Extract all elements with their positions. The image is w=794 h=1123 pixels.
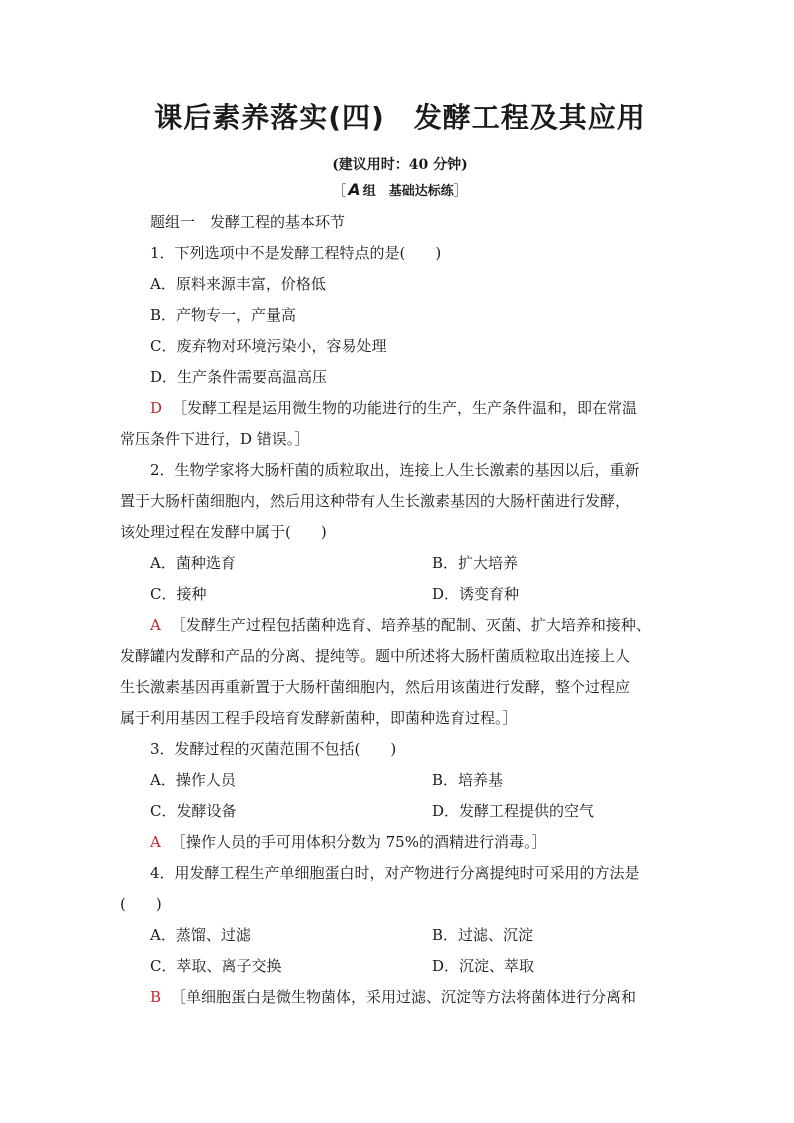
q2-option-c: C．接种 [150,585,207,603]
q4-explanation [120,982,680,1013]
q1-option-b: B．产物专一，产量高 [150,306,297,324]
q1-stem: 1．下列选项中不是发酵工程特点的是( ) [150,244,442,262]
q3-options-row-2 [120,796,680,827]
q4-option-c: C．萃取、离子交换 [150,957,282,975]
q3-option-c: C．发酵设备 [150,802,237,820]
q4-option-b: B．过滤、沉淀 [432,926,534,944]
q3-option-b: B．培养基 [432,771,504,789]
q1-explanation-line-2: 常压条件下进行，D 错误。］ [120,430,310,448]
q2-explanation-line-1: ［发酵生产过程包括菌种选育、培养基的配制、灭菌、扩大培养和接种、 [170,616,651,634]
q4-option-a: A．蒸馏、过滤 [150,926,251,944]
q4-answer: B [150,988,162,1006]
q3-answer: A [150,833,161,851]
q3-stem: 3．发酵过程的灭菌范围不包括( ) [150,740,397,758]
group-label [120,180,680,199]
q1-answer: D [150,399,163,417]
q2-options-row-1 [120,548,680,579]
q4-stem-line-2: ( ) [120,895,162,913]
q4-stem-line-1: 4．用发酵工程生产单细胞蛋白时，对产物进行分离提纯时可采用的方法是 [150,864,640,882]
section-heading: 题组一 发酵工程的基本环节 [150,213,346,231]
q1-explanation [120,393,680,424]
q2-explanation-line-2: 发酵罐内发酵和产品的分离、提纯等。题中所述将大肠杆菌质粒取出连接上人 [120,647,631,665]
q2-answer: A [150,616,161,634]
q3-explanation-line-1: ［操作人员的手可用体积分数为 75%的酒精进行消毒。］ [170,833,547,851]
page-title: 课后素养落实(四) 发酵工程及其应用 [154,101,646,134]
suggested-time: (建议用时：40 分钟) [332,157,468,173]
q1-option-d: D．生产条件需要高温高压 [150,368,328,386]
q4-options-row-1 [120,920,680,951]
q2-option-d: D．诱变育种 [432,585,520,603]
group-letter: A [348,180,361,199]
q4-options-row-2 [120,951,680,982]
q1-option-a: A．原料来源丰富，价格低 [150,275,326,293]
q1-explanation-line-1: ［发酵工程是运用微生物的功能进行的生产，生产条件温和，即在常温 [172,399,638,417]
q2-stem-line-3: 该处理过程在发酵中属于( ) [120,523,327,541]
q2-explanation-line-4: 属于利用基因工程手段培育发酵新菌种，即菌种选育过程。］ [120,709,518,727]
q4-option-d: D．沉淀、萃取 [432,957,535,975]
q2-explanation [120,610,680,641]
q2-option-a: A．菌种选育 [150,554,236,572]
q4-explanation-line-1: ［单细胞蛋白是微生物菌体，采用过滤、沉淀等方法将菌体进行分离和 [171,988,637,1006]
document-page [120,96,680,1013]
q2-stem-line-2: 置于大肠杆菌细胞内，然后用这种带有人生长激素基因的大肠杆菌进行发酵， [120,492,631,510]
q2-options-row-2 [120,579,680,610]
group-bracket-open: ［ [333,184,347,199]
q3-options-row-1 [120,765,680,796]
group-bracket-close: ］ [453,184,467,199]
group-text: 组 基础达标练 [362,184,454,199]
q2-option-b: B．扩大培养 [432,554,519,572]
q3-option-d: D．发酵工程提供的空气 [432,802,595,820]
q3-explanation [120,827,680,858]
q2-explanation-line-3: 生长激素基因再重新置于大肠杆菌细胞内，然后用该菌进行发酵，整个过程应 [120,678,631,696]
q3-option-a: A．操作人员 [150,771,236,789]
q1-option-c: C．废弃物对环境污染小，容易处理 [150,337,387,355]
q2-stem-line-1: 2．生物学家将大肠杆菌的质粒取出，连接上人生长激素的基因以后，重新 [150,461,640,479]
